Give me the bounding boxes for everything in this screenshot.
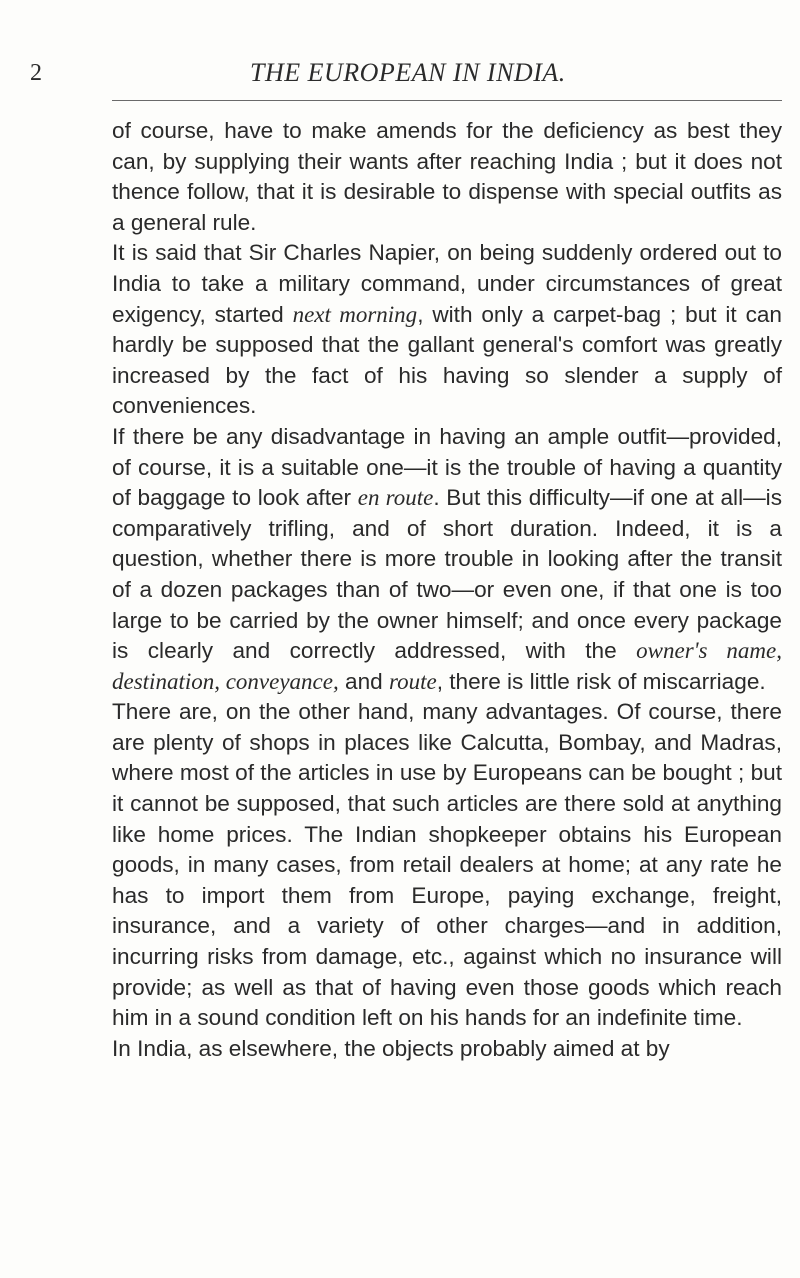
header-rule — [112, 100, 782, 101]
text-segment: and — [338, 668, 389, 694]
italic-segment: next morning — [292, 301, 418, 327]
text-segment: . But this difficulty—if one at all—is comparatively trifling, and of short duration. Indeed, it is a question, whether there is more trouble in looking after the transit of a dozen packages than of two—or even one, if that one is too large to be carried by the owner himself; and once every package is clearly and correctly addressed, with the — [112, 485, 782, 664]
page-header — [0, 52, 800, 92]
italic-segment: route — [389, 668, 437, 694]
text-segment: , with only a carpet-bag ; but it can hardly be supposed that the gallant general's comfort was greatly increased by the fact of his having so slender a supply of conveniences. — [112, 301, 782, 419]
text-segment: In India, as elsewhere, the objects probably aimed at by — [112, 1035, 670, 1061]
paragraph-1 — [112, 116, 782, 238]
italic-segment: en route — [357, 485, 434, 511]
running-head: THE EUROPEAN IN INDIA. — [250, 58, 566, 87]
page-number: 2 — [30, 60, 42, 86]
paragraph-5 — [112, 1034, 782, 1065]
text-segment: of course, have to make amends for the deficiency as best they can, by supplying their wants after reaching India ; but it does not thence follow, that it is desirable to dispense with special outfits as a general rule. — [112, 118, 782, 235]
body-text — [112, 116, 782, 1064]
text-segment: There are, on the other hand, many advantages. Of course, there are plenty of shops in places like Calcutta, Bombay, and Madras, where most of the articles in use by Europeans can be bought ; but it cannot be supposed, that such articles are there sold at anything like home prices. The Indian shopkeeper obtains his European goods, in many cases, from retail dealers at home; at any rate he has to import them from Europe, paying exchange, freight, insurance, and a variety of other charges—and in addition, incurring risks from damage, etc., against which no insurance will provide; as well as that of having even those goods which reach him in a sound condition left on his hands for an indefinite time. — [112, 699, 782, 1031]
italic-segment: owner's name, destination, conveyance, — [112, 638, 782, 694]
paragraph-2 — [112, 238, 782, 422]
paragraph-4 — [112, 697, 782, 1034]
text-segment: , there is little risk of miscarriage. — [436, 668, 766, 694]
paragraph-3 — [112, 422, 782, 697]
text-segment: If there be any disadvantage in having an ample outfit—provided, of course, it is a suitable one—it is the trouble of having a quantity of baggage to look after — [112, 423, 782, 511]
text-segment: It is said that Sir Charles Napier, on being suddenly ordered out to India to take a military command, under circumstances of great exigency, started — [112, 240, 782, 327]
